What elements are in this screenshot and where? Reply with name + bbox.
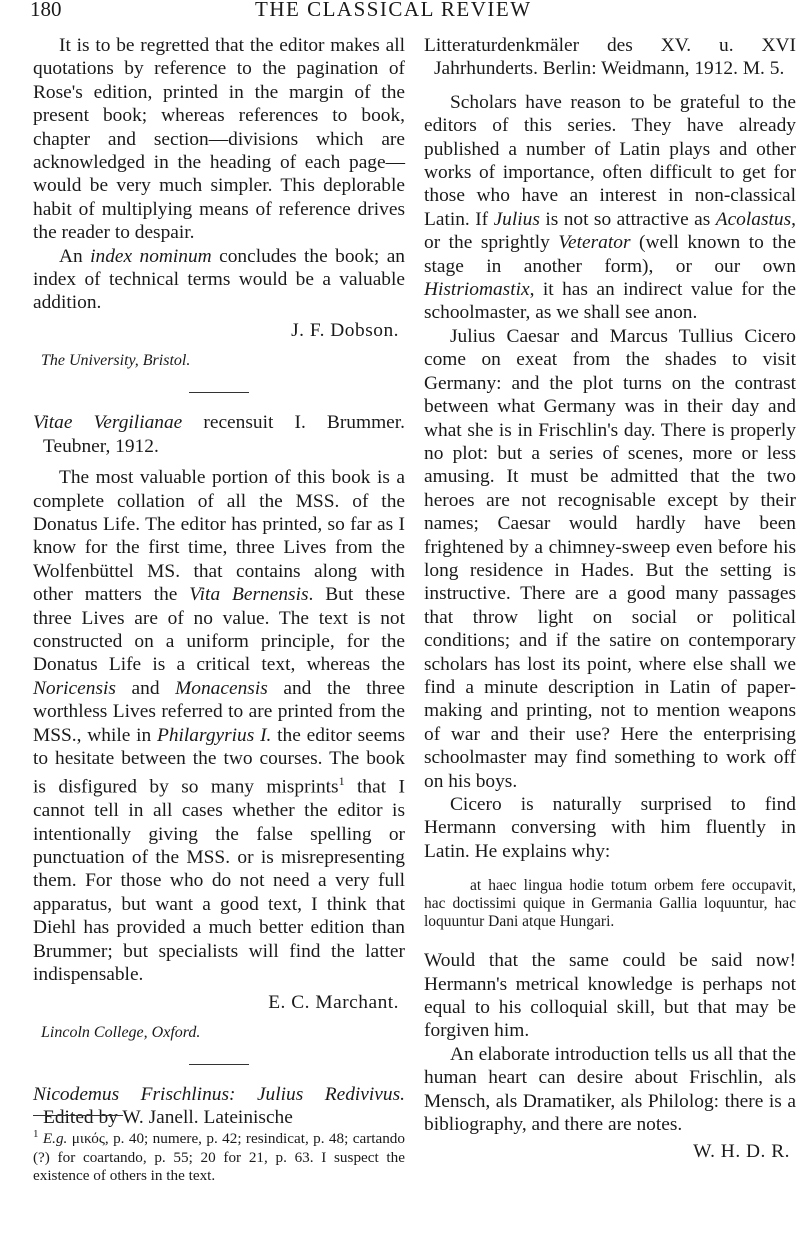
running-header [0, 0, 800, 24]
rouse-paragraph-5: An elaborate introduction tells us all that the human heart can desire about Frischlin, als Mensch, als Dramatiker, als Philolog: there is a bibliography, and there are notes. [424, 1043, 796, 1136]
footnote-divider [33, 1115, 123, 1116]
rouse-paragraph-4: Would that the same could be said now! Hermann's metrical knowledge is perhaps not equal to his colloquial skill, but that may be forgiven him. [424, 950, 796, 1042]
section-divider [189, 392, 249, 393]
dobson-paragraph-1: It is to be regretted that the editor makes all quotations by reference to the pagination of Rose's edition, printed in the margin of the present book; whereas references to book, chapter and section—divisions which are acknowledged in the heading of each page—would be very much simpler. This deplorable habit of multiplying means of reference drives the reader to despair. [33, 35, 405, 244]
dobson-paragraph-2: An index nominum concludes the book; an index of technical terms would be a valuable addition. [33, 245, 406, 314]
right-column [424, 34, 796, 1164]
review-title-vitae: Vitae Vergilianae recensuit I. Brummer. Teubner, 1912. [33, 412, 405, 457]
rouse-paragraph-1: Scholars have reason to be grateful to the editors of this series. They have already published a number of Latin plays and other works of importance, often difficult to get for those who have an interest in non-classical Latin. If Julius is not so attractive as Acolastus, or the sprightly Veterator (well known to the stage in another form), or our own Histriomastix, it has an indirect value for the schoolmaster, as we shall see anon. [424, 91, 796, 324]
affiliation-lincoln: Lincoln College, Oxford. [41, 1023, 201, 1041]
page-number: 180 [30, 0, 62, 21]
review-title-julius-continued: Litteraturdenkmäler des XV. u. XVI Jahrhunderts. Berlin: Weidmann, 1912. M. 5. [424, 35, 796, 80]
affiliation-bristol: The University, Bristol. [41, 352, 191, 370]
signature-rouse: W. H. D. R. [693, 1141, 790, 1163]
running-title: THE CLASSICAL REVIEW [255, 0, 532, 21]
marchant-review-text: The most valuable portion of this book is a complete collation of all the MSS. of the Donatus Life. The editor has printed, so far as I know for the first time, three Lives from the Wolfenbüttel MS. that contains along with other matters the Vita Bernensis. But these three Lives are of no value. The text is not constructed on a uniform principle, for the Donatus Life is a critical text, whereas the Noricensis and Monacensis and the three worthless Lives referred to are printed from the MSS., while in Philargyrius I. the editor seems to hesitate between the two courses. The book is disfigured by so many misprints$^1$ that I cannot tell in all cases whether the editor is intentionally giving the false spelling or punctuation of the MSS. or is misrepresenting them. For those who do not need a very full apparatus, but want a good text, I think that Diehl has provided a much better edition than Brummer; but specialists will find the latter indispensable. [33, 467, 405, 986]
rouse-paragraph-3: Cicero is naturally surprised to find Hermann conversing with him fluently in Latin. He explains why: [424, 794, 796, 862]
review-title-julius: Nicodemus Frischlinus: Julius Redivivus. Edited by W. Janell. Lateinische [33, 1083, 405, 1129]
signature-dobson: J. F. Dobson. [291, 319, 399, 341]
footnote-mark: 1 [33, 1128, 39, 1140]
rouse-paragraph-2: Julius Caesar and Marcus Tullius Cicero come on exeat from the shades to visit Germany: and the plot turns on the contrast between what Germany was in their day and what she is in Frischlin's day. There is properly no plot: but a series of scenes, more or less amusing. It must be admitted that the two heroes are not recognisable except by their names; Caesar would hardly have been frightened by a chimney-sweep even before his long residence in Hades. But the setting is instructive. There are a good many passages that throw light on social or political conditions; and if the satire on contemporary scholars has lost its point, where else shall we find a minute description in Latin of paper-making and printing, not to mention weapons of war and their use? Here the enterprising schoolmaster may find something to work off on his boys. [424, 325, 796, 792]
section-divider [189, 1064, 249, 1065]
latin-quotation: at haec lingua hodie totum orbem fere occupavit, hac doctissimi quique in Germania Gallia loquuntur, hac loquuntur Dani atque Hungari. [424, 877, 796, 931]
signature-marchant: E. C. Marchant. [268, 991, 399, 1013]
footnote-reference[interactable]: 1 [338, 774, 345, 789]
left-column [33, 34, 405, 1130]
footnote: $^1$ E.g. μικός, p. 40; numere, p. 42; resindicat, p. 48; cartando (?) for coartando, p. 55; 20 for 21, p. 63. I suspect the existence of others in the text. [33, 1128, 405, 1185]
